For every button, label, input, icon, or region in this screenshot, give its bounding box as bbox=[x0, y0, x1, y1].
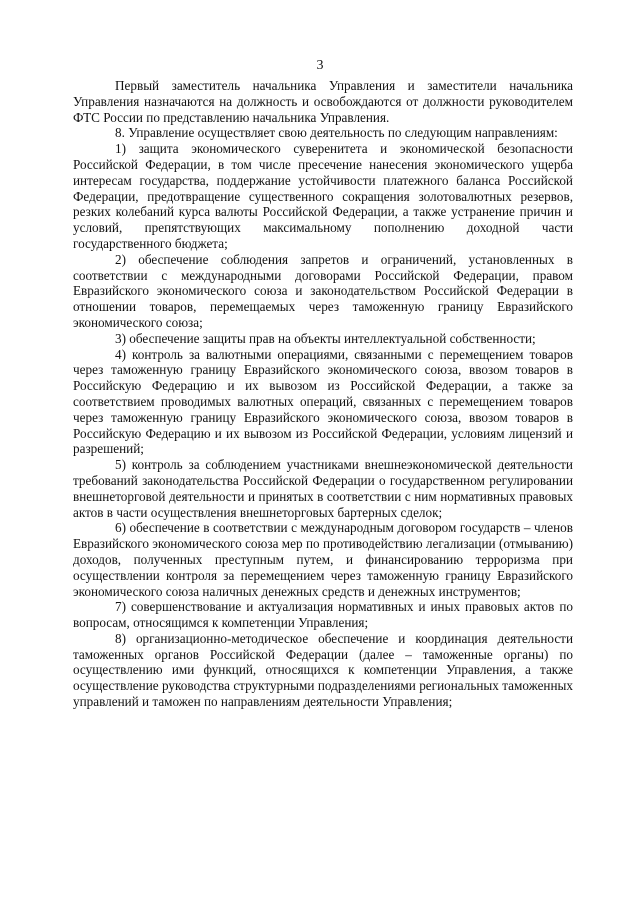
list-item-2: 2) обеспечение соблюдения запретов и ограничений, установленных в соответствии с международными договорами Российской Федерации, правом Евразийского экономического союза и законодательством Российской Федерации в отношении товаров, перемещаемых через таможенную границу Евразийского экономического союза; bbox=[73, 251, 573, 330]
page-number: 3 bbox=[316, 58, 324, 73]
list-item-3: 3) обеспечение защиты прав на объекты интеллектуальной собственности; bbox=[115, 330, 536, 346]
paragraph-deputies: Первый заместитель начальника Управления и заместители начальника Управления назначаются на должность и освобождаются от должности руководителем ФТС России по представлению начальника Управления. bbox=[73, 78, 573, 125]
list-item-1: 1) защита экономического суверенитета и экономической безопасности Российской Федерации, в том числе пресечение нанесения экономического ущерба интересам государства, поддержание устойчивости платежного баланса Российской Федерации, предотвращение существенного сокращения золотовалютных резервов, резких колебаний курса валюты Российской Федерации, а также устранение причин и условий, препятствующих максимальному пополнению доходной части государственного бюджета; bbox=[73, 141, 573, 251]
list-item-4: 4) контроль за валютными операциями, связанными с перемещением товаров через таможенную границу Евразийского экономического союза, ввозом товаров в Российскую Федерацию и их вывозом из Российской Федерации, а также за соответствием проводимых валютных операций, связанных с перемещением товаров через таможенную границу Евразийского экономического союза, ввозом товаров в Российскую Федерацию и их вывозом из Российской Федерации, условиям лицензий и разрешений; bbox=[73, 346, 573, 457]
paragraph-item-8-intro: 8. Управление осуществляет свою деятельность по следующим направлениям: bbox=[115, 125, 558, 141]
document-body bbox=[73, 78, 573, 710]
list-item-5: 5) контроль за соблюдением участниками внешнеэкономической деятельности требований законодательства Российской Федерации о государственном регулировании внешнеторговой деятельности и принятых в соответствии с ним нормативных правовых актов в части осуществления внешнеторговых бартерных сделок; bbox=[73, 457, 573, 520]
list-item-7: 7) совершенствование и актуализация нормативных и иных правовых актов по вопросам, относящимся к компетенции Управления; bbox=[73, 599, 573, 631]
list-item-6: 6) обеспечение в соответствии с международным договором государств – членов Евразийского экономического союза мер по противодействию легализации (отмыванию) доходов, полученных преступным путем, и финансированию терроризма при осуществлении контроля за перемещением через таможенную границу Евразийского экономического союза наличных денежных средств и денежных инструментов; bbox=[73, 520, 573, 599]
list-item-8: 8) организационно-методическое обеспечение и координация деятельности таможенных органов Российской Федерации (далее – таможенные органы) по осуществлению ими функций, относящихся к компетенции Управления, а также осуществление руководства структурными подразделениями региональных таможенных управлений и таможен по направлениям деятельности Управления; bbox=[73, 630, 573, 710]
